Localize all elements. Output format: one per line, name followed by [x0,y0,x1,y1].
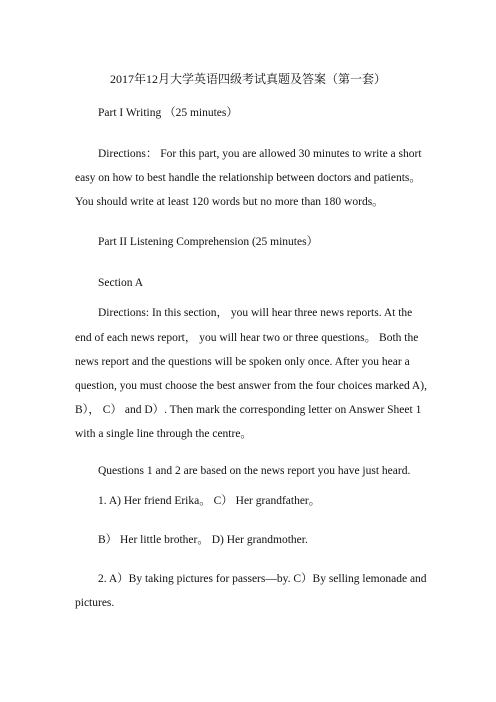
part1-directions-line-1: Directions： For this part, you are allowed 30 minutes to write a short [98,148,422,160]
section-a-directions-line-6: with a single line through the centre。 [75,428,252,440]
section-a-heading: Section A [98,277,144,289]
part1-heading: Part I Writing （25 minutes） [98,107,238,119]
section-a-directions-line-3: news report and the questions will be spoken only once. After you hear a [75,356,410,368]
question-2-options-line-2: pictures. [75,597,115,609]
section-a-directions-line-5: B）， C） and D）. Then mark the corresponding letter on Answer Sheet 1 [75,404,422,416]
part1-directions-line-3: You should write at least 120 words but no more than 180 words。 [75,196,384,208]
section-a-directions-line-4: question, you must choose the best answer from the four choices marked A), [75,380,427,392]
document-title: 2017年12月大学英语四级考试真题及答案（第一套） [109,72,386,86]
part2-heading: Part II Listening Comprehension (25 minutes） [98,236,319,248]
section-a-directions-line-2: end of each news report， you will hear two or three questions。 Both the [75,332,419,344]
question-1-options-line-2: B） Her little brother。 D) Her grandmother. [98,534,308,546]
questions-intro: Questions 1 and 2 are based on the news report you have just heard. [98,465,411,477]
question-2-options-line-1: 2. A）By taking pictures for passers—by. C）By selling lemonade and [98,573,427,585]
section-a-directions-line-1: Directions: In this section， you will hear three news reports. At the [98,307,413,319]
question-1-options-line-1: 1. A) Her friend Erika。 C） Her grandfather。 [98,495,321,507]
part1-directions-line-2: easy on how to best handle the relationship between doctors and patients。 [75,172,421,184]
